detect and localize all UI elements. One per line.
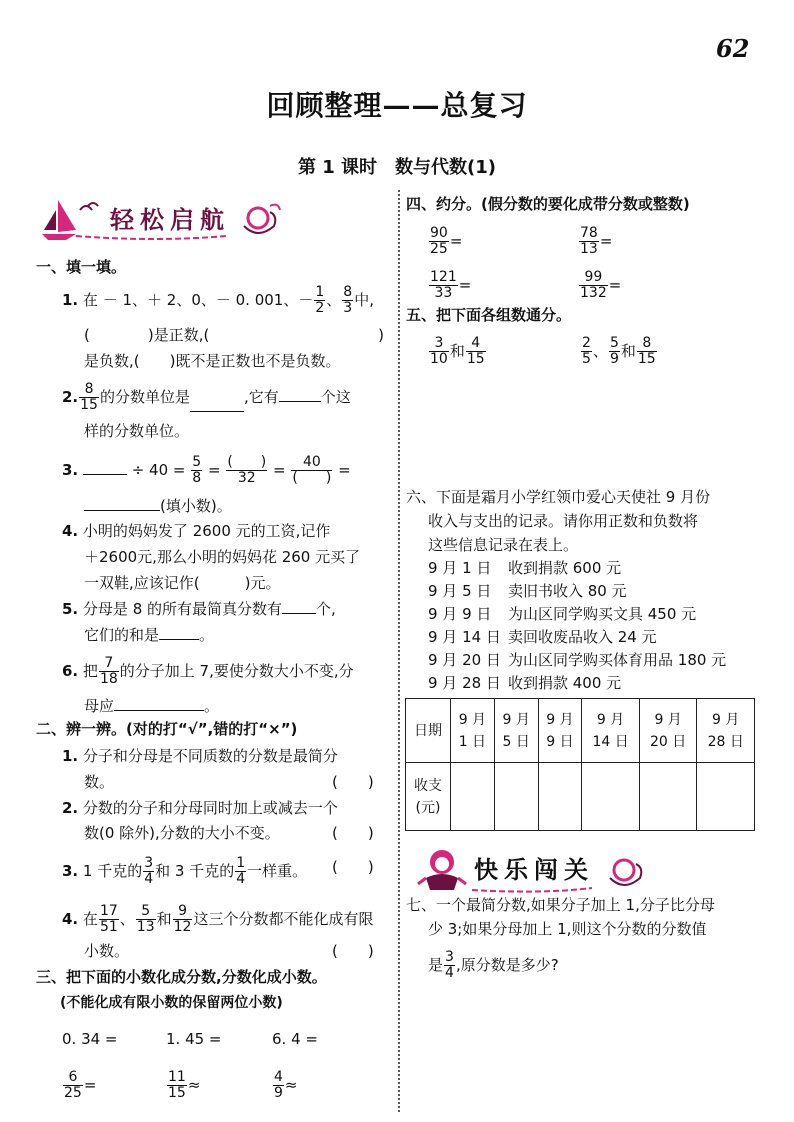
s2q1-line1: 1. 分子和分母是不同质数的分数是最简分 xyxy=(62,747,338,765)
page-title: 回顾整理——总复习 xyxy=(266,89,528,122)
s2q3-answer[interactable]: ( ) xyxy=(332,858,374,876)
table-header-date: 日期 xyxy=(406,699,451,763)
s4-item-4: $\frac{99}{132}$ = xyxy=(580,269,622,301)
s2q2-line1: 2. 分数的分子和分母同时加上或减去一个 xyxy=(62,799,338,817)
table-answer-cell[interactable] xyxy=(494,763,538,831)
section6-heading-3: 这些信息记录在表上。 xyxy=(428,536,579,554)
q3-line1: 3. ÷ 40 = $\frac{5}{8}$ = $\frac{( )}{32}$ = $\frac{40}{( )}$ = xyxy=(62,454,351,486)
s2q4-line2: 小数。 xyxy=(84,942,130,960)
banner-start-text: 轻松启航 xyxy=(110,205,230,234)
q2-line1: 2. $\frac{8}{15}$ 的分数单位是 ,它有 个这 xyxy=(62,381,351,413)
table-cell-date: 9 月 1 日 xyxy=(451,699,495,763)
s3-frac-3: $\frac{4}{9}$ ≈ xyxy=(274,1069,298,1101)
q1-line3: 是负数,( )既不是正数也不是负数。 xyxy=(84,352,341,370)
s5-group-1: $\frac{3}{10}$ 和 $\frac{4}{15}$ xyxy=(430,335,485,367)
q6-line1: 6. 把 $\frac{7}{18}$ 的分子加上 7,要使分数大小不变,分 xyxy=(62,655,354,687)
table-cell-date: 9 月 20 日 xyxy=(639,699,697,763)
banner-challenge xyxy=(412,844,652,894)
s2q1-line2: 数。 xyxy=(84,773,115,791)
record-item: 9 月 20 日 为山区同学购买体育用品 180 元 xyxy=(428,651,727,669)
q2-line2: 样的分数单位。 xyxy=(84,422,190,440)
table-cell-date: 9 月 28 日 xyxy=(697,699,755,763)
table-row xyxy=(406,763,755,831)
s2q4-line1: 4. 在 $\frac{17}{51}$ 、 $\frac{5}{13}$ 和 $\frac{9}{12}$ 这三个分数都不能化成有限 xyxy=(62,903,374,935)
s3-decimal-2: 1. 45 = xyxy=(166,1030,222,1048)
income-expense-table xyxy=(405,698,755,831)
record-item: 9 月 9 日 为山区同学购买文具 450 元 xyxy=(428,605,697,623)
q3-line2: (填小数)。 xyxy=(84,494,232,517)
s3-decimal-1: 0. 34 = xyxy=(62,1030,118,1048)
s2q1-answer[interactable]: ( ) xyxy=(332,773,374,791)
section5-heading: 五、把下面各组数通分。 xyxy=(406,306,572,324)
s4-item-3: $\frac{121}{33}$ = xyxy=(430,269,472,301)
record-item: 9 月 1 日 收到捐款 600 元 xyxy=(428,559,622,577)
banner-start xyxy=(36,196,286,242)
record-item: 9 月 28 日 收到捐款 400 元 xyxy=(428,674,622,692)
q4-line2: ＋2600元,那么小明的妈妈花 260 元买了 xyxy=(84,548,361,566)
table-answer-cell[interactable] xyxy=(538,763,582,831)
table-row xyxy=(406,699,755,763)
s4-item-2: $\frac{78}{13}$ = xyxy=(580,225,613,257)
table-answer-cell[interactable] xyxy=(697,763,755,831)
q5-line1: 5. 分母是 8 的所有最简真分数有 个, xyxy=(62,597,336,620)
column-divider xyxy=(398,190,400,1112)
s2q2-answer[interactable]: ( ) xyxy=(332,824,374,842)
table-cell-date: 9 月 9 日 xyxy=(538,699,582,763)
s3-frac-2: $\frac{11}{15}$ ≈ xyxy=(168,1069,201,1101)
section4-heading: 四、约分。(假分数的要化成带分数或整数) xyxy=(406,195,690,213)
lesson-subtitle: 第 1 课时 数与代数(1) xyxy=(297,157,497,178)
q1-line2: ( )是正数,( ) xyxy=(84,326,384,344)
s2q3-line1: 3. 1 千克的 $\frac{3}{4}$ 和 3 千克的 $\frac{1}{4}$ 一样重。 xyxy=(62,855,308,887)
s3-decimal-3: 6. 4 = xyxy=(272,1030,318,1048)
q4-line3: 一双鞋,应该记作( )元。 xyxy=(84,574,281,592)
s3-frac-1: $\frac{6}{25}$ = xyxy=(64,1069,97,1101)
page-number: 62 xyxy=(716,34,750,63)
s5-group-2: $\frac{2}{5}$ 、 $\frac{5}{9}$ 和 $\frac{8}{15}$ xyxy=(582,335,656,367)
banner-challenge-text: 快乐闯关 xyxy=(474,855,594,884)
record-item: 9 月 14 日 卖回收废品收入 24 元 xyxy=(428,628,657,646)
section1-heading: 一、填一填。 xyxy=(36,258,127,276)
s2q2-line2: 数(0 除外),分数的大小不变。 xyxy=(84,824,280,842)
table-cell-date: 9 月 14 日 xyxy=(582,699,640,763)
q6-line2: 母应 。 xyxy=(84,694,219,717)
table-cell-date: 9 月 5 日 xyxy=(494,699,538,763)
section7-line3: 是 $\frac{3}{4}$ ,原分数是多少? xyxy=(428,949,559,981)
record-item: 9 月 5 日 卖旧书收入 80 元 xyxy=(428,582,627,600)
section2-heading: 二、辨一辨。(对的打“√”,错的打“×”) xyxy=(36,720,298,738)
section6-heading-1: 六、下面是霜月小学红领巾爱心天使社 9 月份 xyxy=(406,488,711,506)
section3-note: (不能化成有限小数的保留两位小数) xyxy=(60,995,283,1011)
table-answer-cell[interactable] xyxy=(639,763,697,831)
section6-heading-2: 收入与支出的记录。请你用正数和负数将 xyxy=(428,512,699,530)
s2q4-answer[interactable]: ( ) xyxy=(332,942,374,960)
section7-line2: 少 3;如果分母加上 1,则这个分数的分数值 xyxy=(428,920,707,938)
q5-line2: 它们的和是 。 xyxy=(84,623,214,646)
table-answer-cell[interactable] xyxy=(582,763,640,831)
section3-heading: 三、把下面的小数化成分数,分数化成小数。 xyxy=(36,968,327,986)
table-answer-cell[interactable] xyxy=(451,763,495,831)
q1-line1: 1. 在 － 1、＋ 2、0、－ 0. 001、－ $\frac{1}{2}$ 、 $\frac{8}{3}$ 中, xyxy=(62,284,374,316)
s4-item-1: $\frac{90}{25}$ = xyxy=(430,225,463,257)
table-header-amount: 收支 (元) xyxy=(406,763,451,831)
q4-line1: 4. 小明的妈妈发了 2600 元的工资,记作 xyxy=(62,522,331,540)
section7-line1: 七、一个最简分数,如果分子加上 1,分子比分母 xyxy=(406,896,715,914)
